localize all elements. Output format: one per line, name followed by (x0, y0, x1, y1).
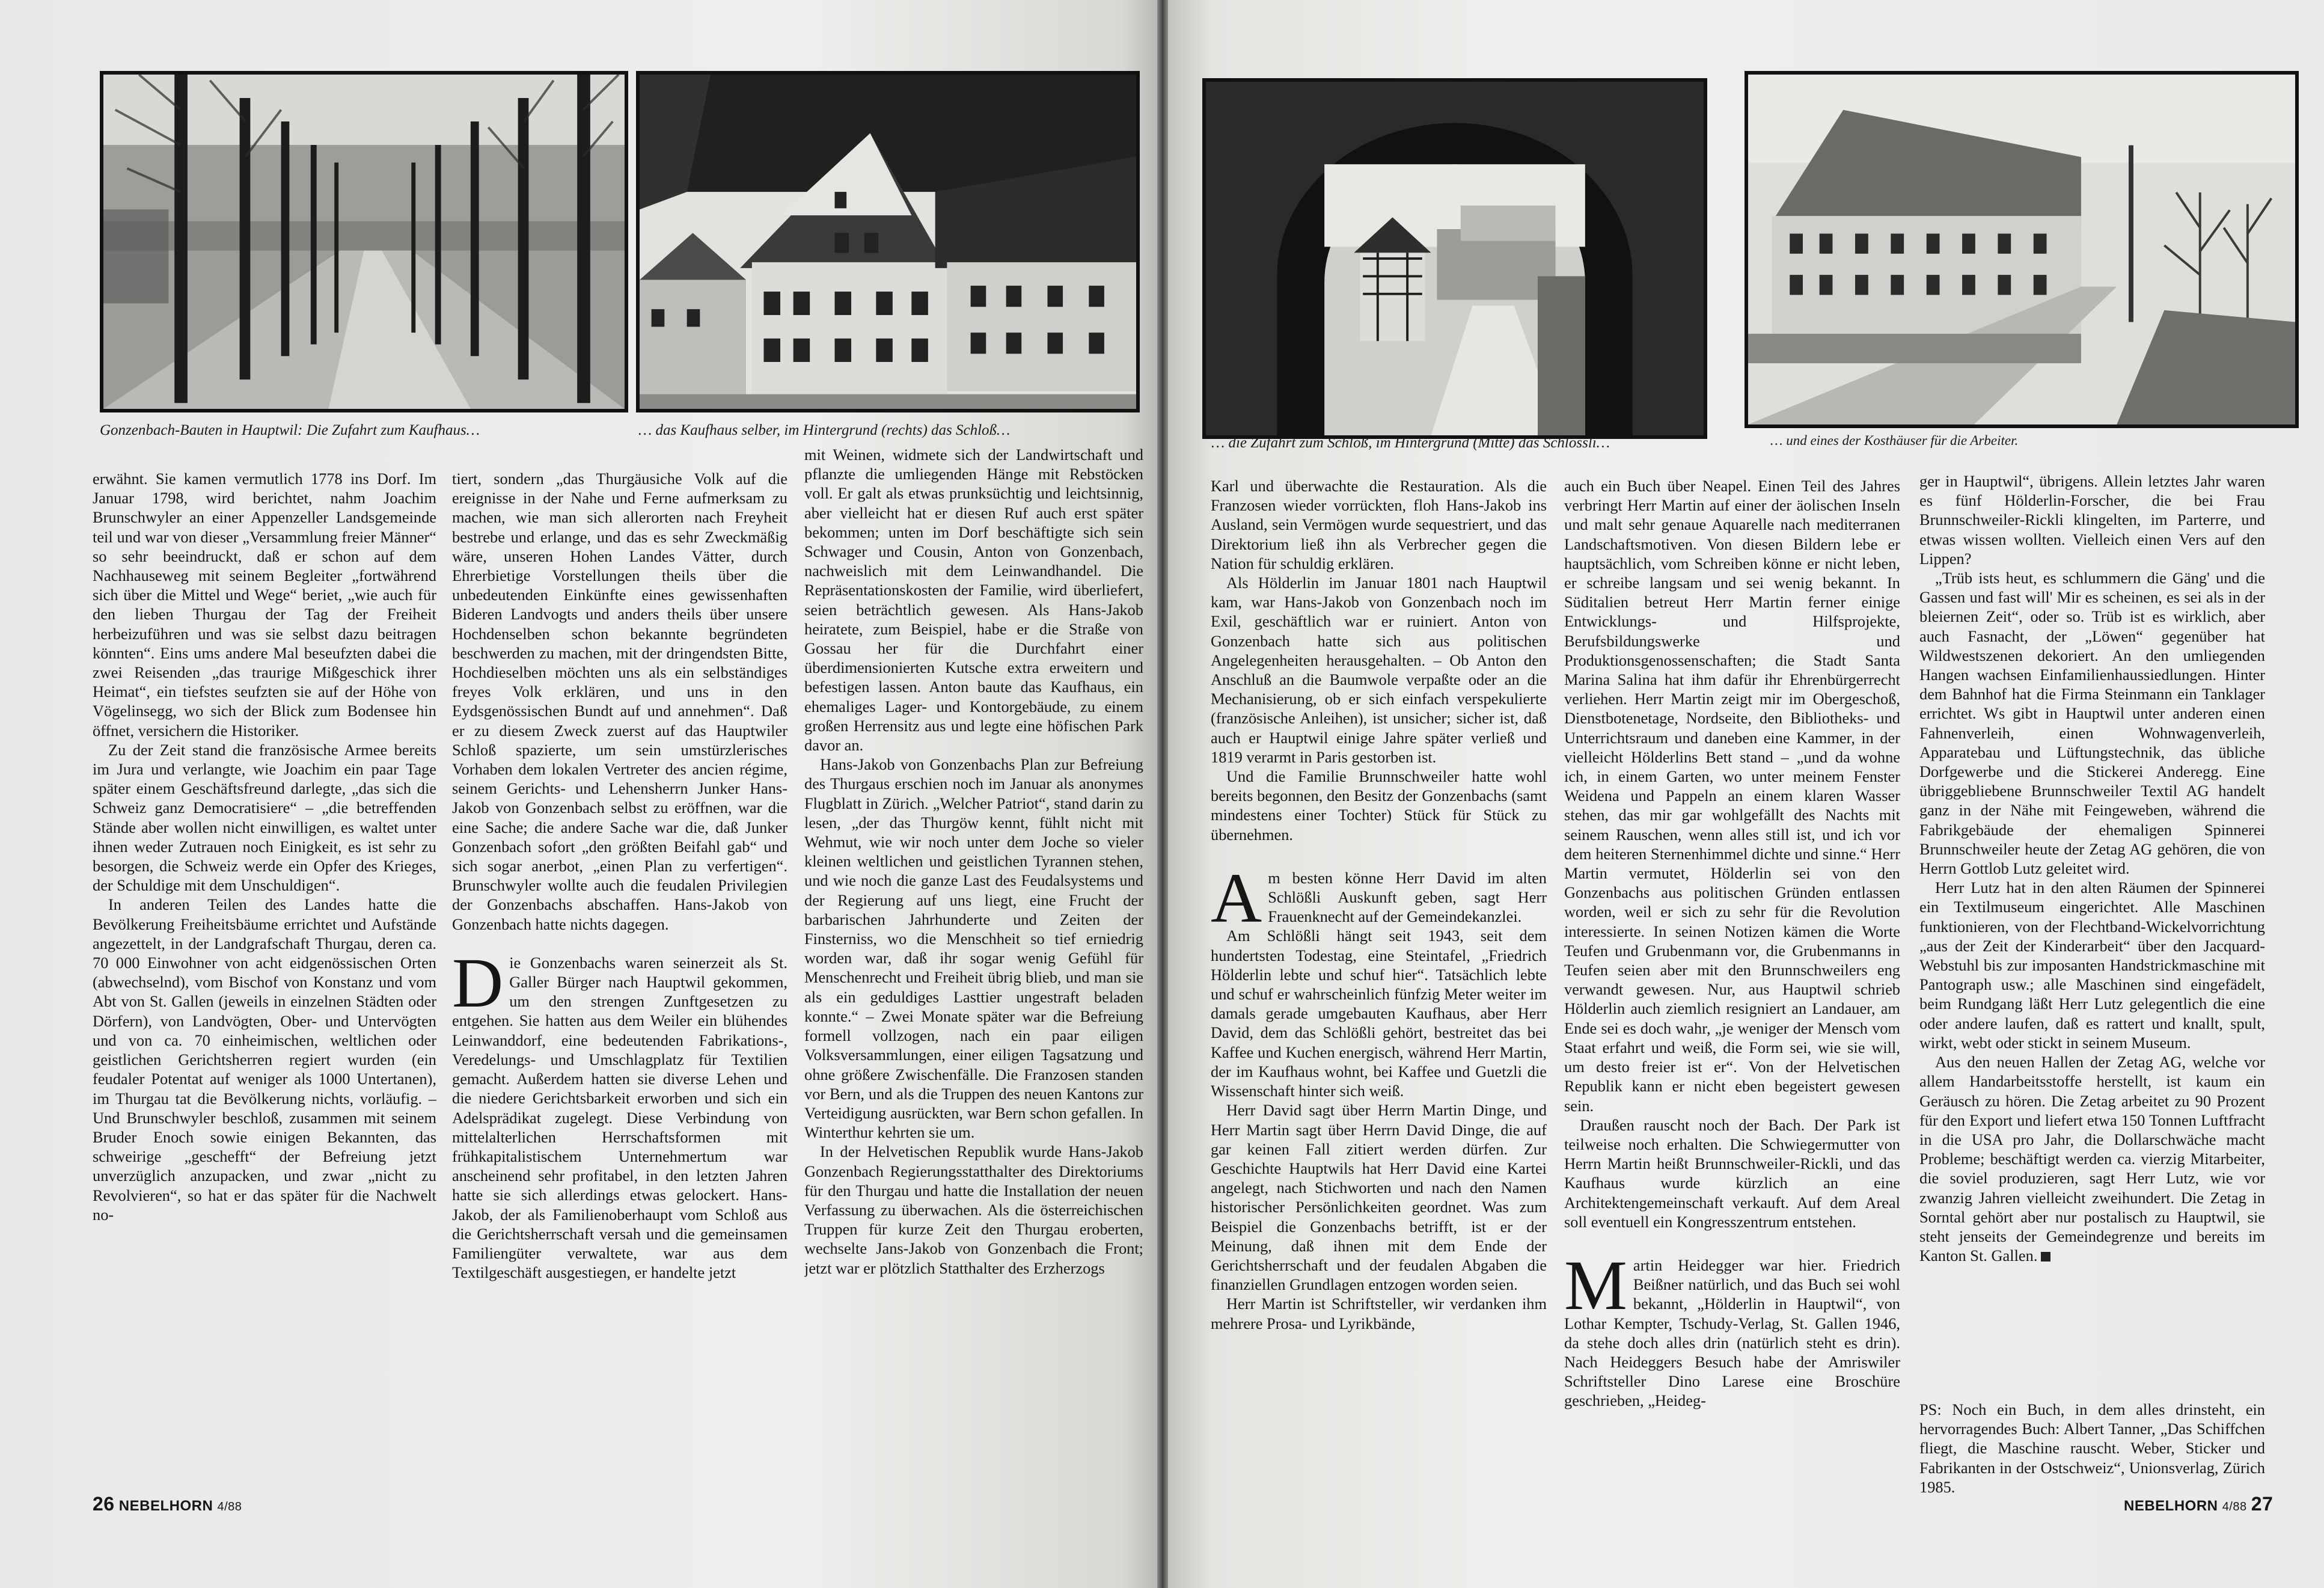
left-page (0, 0, 1157, 1588)
paragraph-text: Aus den neuen Hallen der Zetag AG, welche vor allem Handarbeitsstoffe herstellt, ist kaum ein Geräusch zu hören. Die Zetag arbeitet zu 90 Prozent für den Export und liefert etwa 150 Tonnen Luftfracht in die USA pro Jahr, die Dollarschwäche macht Probleme; beschäftigt werden ca. vierzig Mitarbeiter, die soviel produzieren, sagt Herr Lutz, wie vor zwanzig Jahren vielleicht zweihundert. Die Zetag in Sorntal gehört aber nur postalisch zu Hauptwil, sie steht jenseits der Gemeindegrenze und bereits im Kanton St. Gallen. (1919, 1053, 2265, 1265)
caption-photo-4: … und eines der Kosthäuser für die Arbeiter. (1770, 433, 2019, 448)
left-column-3 (804, 445, 1143, 1467)
photo-kaufhaus (636, 71, 1140, 412)
right-column-3 (1919, 471, 2265, 1331)
issue-number: 4/88 (217, 1500, 242, 1513)
paragraph: erwähnt. Sie kamen vermutlich 1778 ins Dorf. Im Januar 1798, wird berichtet, nahm Joachim Brunschwyler an einer Appenzeller Landsgemeinde teil und war von dieser „Versammlung freier Männer“ so sehr beeindruckt, daß er schon auf dem Nachhauseweg mit seinem Begleiter „fortwährend sich über die Mittel und Wege“ beriet, „wie auch für den lieben Thurgau der Tag der Freiheit herbeizuführen und was sie selbst dazu beitragen könnten“. Eins ums andere Mal beseufzten dabei die zwei Reisenden „das traurige Mißgeschick ihrer Heimat“, ein tiefstes seufzten sie auf der Höhe von Vögelinsegg, wo sich der Blick zum Bodensee hin öffnet, versichern die Historiker. (93, 470, 436, 740)
drop-cap: D (452, 943, 504, 1022)
page-number: 27 (2251, 1493, 2274, 1515)
paragraph (1211, 858, 1547, 937)
paragraph: tiert, sondern „das Thurgäusiche Volk auf die ereignisse in der Nahe und Ferne aufmerksam zu machen, wie man sich allerorten nach Freyheit bestrebe und erlange, und das es sehr Zweckmäßig wäre, unseren Hohen Landes Vätter, durch Ehrerbietige Vorstellungen theils über die unbedeutenden Einkünfte eines gewissenhaften Bideren Landvogts und anders theils über unsere Hochdenselben schon bekannte begründeten beschwerden zu machen, mit der dringendsten Bitte, Hochdieselben möchten uns als ein selbständiges freyes Volk erklären, und uns in den Eydsgenössischen Bundt auf und annehmen“. Daß er zu diesem Zweck zuerst auf das Hauptwiler Schloß spazierte, um sein umstürzlerisches Vorhaben dem lokalen Vertreter des ancien régime, seinem Gerichts- und Lehensherrn Junker Hans-Jakob von Gonzenbach selbst zu eröffnen, war die eine Sache; die andere Sache war die, daß Junker Gonzenbach sofort „den größten Beifahl gab“ und sich sogar anerbot, „einen Plan zu verfertigen“. Brunschwyler wollte auch die feudalen Privilegien der Gonzenbachs abschaffen. Hans-Jakob von Gonzenbach hatte nichts dagegen. (452, 470, 787, 933)
paragraph: „Trüb ists heut, es schlummern die Gäng' und die Gassen und fast will' Mir es scheinen, es sei als in der bleiernen Zeit“, oder so. Trüb ist es wirklich, aber auch Fasnacht, der „Löwen“ gegenüber hat Wildwestszenen dekoriert. An den umliegenden Hangen wachsen Einfamilienhaussiedlungen. Hinter dem Bahnhof hat die Firma Steinmann ein Tanklager errichtet. Ws gibt in Hauptwil unter anderen einen Fahnenverleih, einen Wohnwagenverleih, Apparatebau und Lüftungstechnik, das übliche Dorfgewerbe und die Stickerei Anderegg. Eine übriggebliebene Brunnschweiler Textil AG handelt ganz in der Nähe mit Feingeweben, während die Fabrikgebäude der ehemaligen Spinnerei Brunnschweiler heute der Zetag AG gehören, die von Herrn Gottlob Lutz geleitet wird. (1919, 569, 2265, 878)
paragraph: Als Hölderlin im Januar 1801 nach Hauptwil kam, war Hans-Jakob von Gonzenbach noch im Exil, geschäftlich war er ruiniert. Anton von Gonzenbach hatte sich aus politischen Angelegenheiten herausgehalten. – Ob Anton den Anschluß an die Baumwole verpaßte oder an die Mechanisierung, ob er sich einfach verspekulierte (französische Anleihen), ist unsicher; sicher ist, daß auch er Hauptwil einige Jahre später verließ und 1819 verarmt in Paris gestorben ist. (1211, 574, 1547, 766)
paragraph-text: m besten könne Herr David im alten Schlößli Auskunft geben, sagt Herr Frauenknecht auf der Gemeindekanzlei. (1268, 868, 1547, 926)
footer-left (93, 1493, 242, 1515)
paragraph-text: artin Heidegger war hier. Friedrich Beißner natürlich, und das Buch sei wohl bekannt, „Hölderlin in Hauptwil“, von Lothar Kempter, Tschudy-Verlag, St. Gallen 1946, da stehe doch alles drin (natürlich steht es drin). Nach Heideggers Besuch habe der Amriswiler Schriftsteller Dino Larese eine Broschüre geschrieben, „Heideg- (1564, 1255, 1900, 1410)
paragraph: auch ein Buch über Neapel. Einen Teil des Jahres verbringt Herr Martin auf einer der äolischen Inseln und malt sehr genaue Aquarelle nach mediterranen Landschaftsmotiven. Von diesen Bildern lebe er hauptsächlich, vom Schreiben könne er nicht leben, er schreibe langsam und sei wenig bekannt. In Süditalien betreut Herr Martin ferner einige Entwicklungs- und Hilfsprojekte, Berufsbildungswerke und Produktionsgenossenschaften; die Stadt Santa Marina Salina hat ihm dafür ihr Ehrenbürgerrecht verliehen. Herr Martin zeigt mir im Obergeschoß, Dienstbotenetage, Nordseite, den Bibliotheks- und Unterrichtsraum und daneben eine Kammer, in der vielleicht Hölderlins Bett stand – „und da wohne ich, in einem Garten, wo unter meinem Fenster Weidena und Pappeln an einem klaren Wasser stehen, das mir gar wohlgefällt des Nachts mit seinem Rauschen, wenn alles still ist, und ich vor dem heiteren Sternenhimmel dichte und sinne.“ Herr Martin vermutet, Hölderlin sei von den Gonzenbachs aus politischen Gründen entlassen worden, weil er sich zu sehr für die Revolution interessierte. In seinen Notizen kämen die Worte Teufen und Grubenmann vor, die Grubenmanns in Teufen seien aber mit den Brunnschweilers eng verwandt gewesen. Nur, aus Hauptwil schrieb Hölderlin auch ziemlich resigniert an Landauer, am Ende sei es doch wahr, „je weniger der Mensch vom Staat erfahrt und weiß, die Form sei, wie sie will, um desto freier ist er“. Von der Helvetischen Republik kann er nicht eben begeistert gewesen sein. (1564, 477, 1900, 1115)
avenue-image (103, 75, 625, 409)
issue-number: 4/88 (2222, 1500, 2247, 1513)
photo-avenue (100, 71, 628, 412)
paragraph-text: ie Gonzenbachs waren seinerzeit als St. Galler Bürger nach Hauptwil gekommen, um den strengen Zunftgesetzen zu entgehen. Sie hatten aus dem Weiler ein blühendes Leinwanddorf, eine bedeutenden Fabrikations-, Veredelungs- und Umschlagplatz für Textilien gemacht. Außerdem hatten sie diverse Lehen und die niedere Gerichtsbarkeit erworben und sich ein Adelsprädikat zugelegt. Diese Verbindung von mittelalterlichen Herrschaftsformen mit frühkapitalistischem Unternehmertum war anscheinend sehr profitabel, in den letzten Jahren hatte sie sich allerdings etwas gelockert. Hans-Jakob, der als Familienoberhaupt vom Schloß aus die Gerichtsherrschaft versah und die gemeinsamen Familiengüter verwaltete, war aus dem Textilgeschäft ausgestiegen, er handelte jetzt (452, 953, 787, 1282)
paragraph: Herr Lutz hat in den alten Räumen der Spinnerei ein Textilmuseum eingerichtet. Alle Maschinen funktionieren, von der Flechtband-Wickelvorrichtung „aus der Zeit der Kinderarbeit“ über den Jacquard-Webstuhl bis zur imposanten Handstrickmaschine mit Pantograph usw.; alle Maschinen sind eingefädelt, beim Rundgang läßt Herr Lutz gelegentlich die eine oder andere laufen, daß es rattert und knallt, spult, wirkt, webt oder stickt in seinem Museum. (1919, 878, 2265, 1052)
photo-kosthaus (1745, 71, 2299, 428)
paragraph: Draußen rauscht noch der Bach. Der Park ist teilweise noch erhalten. Die Schwiegermutter von Herrn Martin heißt Brunnschweiler-Rickli, und das Kaufhaus wurde kürzlich an eine Architektengemeinschaft verkauft. Auf dem Areal soll eventuell ein Kongresszentrum entstehen. (1564, 1115, 1900, 1231)
left-column-1 (93, 469, 436, 1467)
gutter (1157, 0, 1168, 1588)
photo-archway (1202, 78, 1707, 439)
paragraph: Zu der Zeit stand die französische Armee bereits im Jura und verlangte, wie Joachim ein paar Tage später einem Geschäftsfreund darlegte, „das sich die Schweiz ganz Democratisiere“ – „die betreffenden Stände aber wollen nicht einwilligen, es waltet unter ihnen weder Zutrauen noch Einigkeit, es ist sehr zu besorgen, die Schweiz werde ein Opfer des Krieges, der Schuldige mit dem Unschuldigen“. (93, 740, 436, 895)
paragraph: In der Helvetischen Republik wurde Hans-Jakob Gonzenbach Regierungsstatthalter des Direktoriums für den Thurgau und hatte die Installation der neuen Verfassung zu überwachen. Als die österreichischen Truppen für kurze Zeit den Thurgau eroberten, wechselte Jans-Jakob von Gonzenbach die Front; jetzt war er plötzlich Statthalter des Erzherzogs (804, 1142, 1143, 1277)
drop-cap: M (1564, 1245, 1627, 1325)
kosthaus-image (1748, 75, 2295, 425)
right-page (1168, 0, 2324, 1588)
paragraph (1564, 1245, 1900, 1411)
right-column-1 (1211, 476, 1547, 1474)
paragraph: Herr David sagt über Herrn Martin Dinge, und Herr Martin sagt über Herrn David Dinge, die auf gar keinen Fall zitiert werden dürfen. Zur Geschichte Hauptwils hat Herr David eine Kartei angelegt, nach Stichworten und nach den Namen historischer Persönlichkeiten geordnet. Was zum Beispiel die Gonzenbachs betrifft, ist er der Meinung, daß ihnen mit dem Ende der Gerichtsherrschaft und der feudalen Abgaben die finanziellen Grundlagen entzogen worden seien. (1211, 1101, 1547, 1294)
paragraph (1919, 1052, 2265, 1265)
kaufhaus-image (640, 75, 1136, 409)
paragraph: Hans-Jakob von Gonzenbachs Plan zur Befreiung des Thurgaus erschien noch im Januar als anonymes Flugblatt in Zürich. „Welcher Patriot“, stand darin zu lesen, „der das Thurgöw kennt, fühlt nicht mit Wehmut, wie wir noch unter dem Joche so vieler kleinen weltlichen und geistlichen Tyrannen stehen, und wie noch die ganze Last des Feudalsystems und der Regierung auf uns liegt, eine Frucht der barbarischen Jahrhunderte und Zeiten der Finsterniss, wo die Menschheit so tief erniedrig worden war, daß ihr sogar wenig Gefühl für Menschenrecht und Freiheit übrig blieb, und man sie als ein geduldiges Lasttier ungestraft beladen konnte.“ – Zwei Monate später war die Befreiung formell vollzogen, nach ein paar eiligen Volksversammlungen, einer eiligen Tagsatzung und ohne größere Zwischenfälle. Die Franzosen standen vor Bern, und als die Truppen des neuen Kantons zur Verteidigung ausrückten, war Bern schon gefallen. In Winterthur kehrten sie um. (804, 755, 1143, 1142)
footer-right (2124, 1493, 2273, 1515)
page-number: 26 (93, 1493, 115, 1515)
drop-cap: A (1211, 858, 1262, 937)
paragraph: Am Schlößli hängt seit 1943, seit dem hundertsten Todestag, eine Steintafel, „Friedrich Hölderlin lebte und schuf hier“. Tatsächlich lebte und schuf er wahrscheinlich fünfzig Meter weiter im damals gerade umgebauten Kaufhaus, aber Herr David, dem das Schlößli gehört, bestreitet das bei Kaffee und Kuchen energisch, während Herr Martin, der im Kaufhaus wohnt, bei Kaffee und Guetzli die Wissenschaft hinter sich weiß. (1211, 927, 1547, 1100)
archway-image (1206, 82, 1704, 435)
caption-photo-1: Gonzenbach-Bauten in Hauptwil: Die Zufahrt zum Kaufhaus… (100, 422, 480, 438)
caption-photo-3: … die Zufahrt zum Schloß, im Hintergrund (Mitte) das Schlössli… (1211, 435, 1610, 451)
end-of-article-mark (2041, 1252, 2050, 1262)
caption-photo-2: … das Kaufhaus selber, im Hintergrund (rechts) das Schloß… (638, 422, 1011, 438)
paragraph: In anderen Teilen des Landes hatte die Bevölkerung Freiheitsbäume errichtet und Aufstände angezettelt, in der Landgrafschaft Thurgau, deren ca. 70 000 Einwohner von acht eidgenössischen Orten (abwechselnd), vom Bischof von Konstanz und vom Abt von St. Gallen (jeweils in einzelnen Städten oder Dörfern), von Landvögten, Ober- und Untervögten und von ca. 70 einheimischen, weltlichen oder geistlichen Gerichtsherren regiert wurden (ein feudaler Potentat auf weniger als 1000 Untertanen), im Thurgau tat die Bevölkerung nichts, vorläufig. – Und Brunschwyler beschloß, zusammen mit seinem Bruder Enoch sowie einigen Bekannten, das schweirige „geschefft“ der Befreiung jetzt unverzüglich anzupacken, und zwar „nicht zu Revolvieren“, so hat er das später für die Nachwelt no- (93, 895, 436, 1224)
paragraph: ger in Hauptwil“, übrigens. Allein letztes Jahr waren es fünf Hölderlin-Forscher, die bei Frau Brunnschweiler-Rickli klingelten, im Parterre, und etwas wissen wollten. Vielleich einen Vers auf den Lippen? (1919, 472, 2265, 568)
paragraph: Und die Familie Brunnschweiler hatte wohl bereits begonnen, den Besitz der Gonzenbachs (samt mindestens einer Tochter) Stück für Stück zu übernehmen. (1211, 767, 1547, 844)
paragraph: Karl und überwachte die Restauration. Als die Franzosen wieder vorrückten, floh Hans-Jakob ins Ausland, sein Vermögen wurde sequestriert, und das Direktorium ließ ihn als Verbrecher gegen die Nation für schuldig erklären. (1211, 477, 1547, 572)
paragraph: mit Weinen, widmete sich der Landwirtschaft und pflanzte die umliegenden Hänge mit Rebstöcken voll. Er galt als etwas prunksüchtig und leichtsinnig, aber vielleicht hat er diesen Ruf auch erst später bekommen; unten im Dorf beschäftigte sich sein Schwager und Cousin, Anton von Gonzenbach, nachweislich mit dem Leinwandhandel. Die Repräsentationskosten der Familie, wird überliefert, seien beträchtlich gewesen. Als Hans-Jakob heiratete, zum Beispiel, habe er die Straße von Gossau her für die Durchfahrt einer überdimensionierten Kutsche extra erweitern und befestigen lassen. Anton baute das Kaufhaus, ein ehemaliges Lager- und Kontorgebäude, zu einem großen Herrensitz aus und legte eine höfischen Park davor an. (804, 446, 1143, 755)
paragraph: Herr Martin ist Schriftsteller, wir verdanken ihm mehrere Prosa- und Lyrikbände, (1211, 1295, 1547, 1332)
magazine-name: NEBELHORN (118, 1498, 213, 1514)
left-column-2 (452, 469, 787, 1467)
postscript: PS: Noch ein Buch, in dem alles drinsteht, ein hervorragendes Buch: Albert Tanner, „Das Schiffchen fliegt, die Maschine rauscht. Weber, Sticker und Fabrikanten in der Ostschweiz“, Unionsverlag, Zürich 1985. (1919, 1400, 2265, 1496)
paragraph (452, 943, 787, 1282)
right-column-2 (1564, 476, 1900, 1474)
magazine-name: NEBELHORN (2124, 1498, 2218, 1514)
